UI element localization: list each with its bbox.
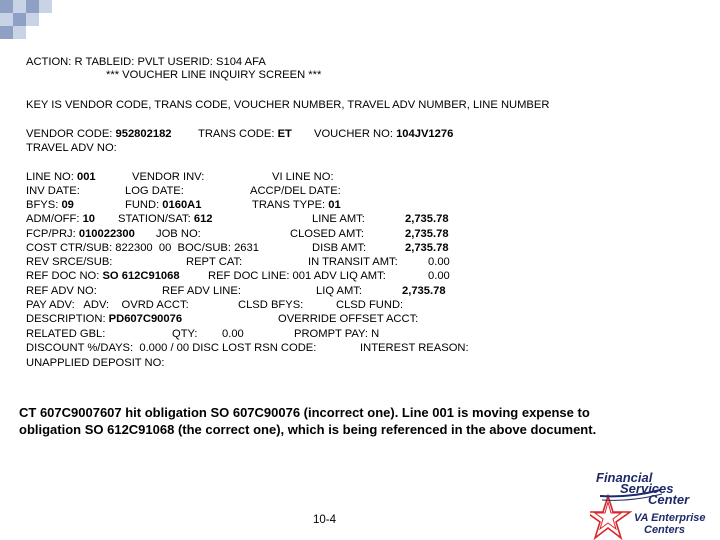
explanation-note: CT 607C9007607 hit obligation SO 607C90076 (incorrect one). Line 001 is moving expense to obligation SO 612C91068 (the correct one), which is being referenced in the above document. <box>19 405 597 437</box>
interest-label: INTEREST REASON: <box>360 342 469 354</box>
trans-code-value: ET <box>277 128 292 140</box>
line-no-field: LINE NO: 001 <box>26 171 96 183</box>
fsc-logo <box>590 468 720 540</box>
rev-srce-label: REV SRCE/SUB: <box>26 256 113 268</box>
in-transit-value: 0.00 <box>428 256 450 268</box>
adm-off-field: ADM/OFF: 10 <box>26 213 96 225</box>
vi-line-label: VI LINE NO: <box>272 171 334 183</box>
disb-amt-label: DISB AMT: <box>312 242 367 254</box>
qty-value: 0.00 <box>222 328 244 340</box>
unapplied-label: UNAPPLIED DEPOSIT NO: <box>26 357 165 369</box>
qty-label: QTY: <box>172 328 198 340</box>
pay-adv-label: PAY ADV: ADV: OVRD ACCT: <box>26 299 189 311</box>
liq-amt-value: 2,735.78 <box>402 285 446 297</box>
fund-field: FUND: 0160A1 <box>125 199 202 211</box>
vendor-inv-label: VENDOR INV: <box>132 171 205 183</box>
adv-liq-value: 0.00 <box>428 270 450 282</box>
logo-center: Center <box>648 492 690 507</box>
liq-amt-label: LIQ AMT: <box>316 285 363 297</box>
clsd-fund-label: CLSD FUND: <box>336 299 404 311</box>
vendor-code-value: 952802182 <box>115 128 172 140</box>
discount-label: DISCOUNT %/DAYS: 0.000 / 00 DISC LOST RSN CODE: <box>26 342 317 354</box>
prompt-pay-label: PROMPT PAY: N <box>294 328 380 340</box>
closed-amt-value: 2,735.78 <box>405 228 449 240</box>
related-gbl-label: RELATED GBL: <box>26 328 106 340</box>
line-amt-value: 2,735.78 <box>405 213 449 225</box>
accp-del-label: ACCP/DEL DATE: <box>250 185 341 197</box>
ref-adv-label: REF ADV NO: <box>26 285 97 297</box>
inv-date-label: INV DATE: <box>26 185 80 197</box>
logo-va-enterprise: VA Enterprise <box>634 512 706 524</box>
logo-financial: Financial <box>596 470 653 485</box>
cost-ctr-label: COST CTR/SUB: 822300 00 BOC/SUB: 2631 <box>26 242 259 254</box>
trans-type-field: TRANS TYPE: 01 <box>252 199 341 211</box>
trans-code-field: TRANS CODE: ET <box>198 128 292 140</box>
corner-decoration <box>0 0 60 45</box>
fcp-field: FCP/PRJ: 010022300 <box>26 228 135 240</box>
job-no-label: JOB NO: <box>156 228 201 240</box>
ref-doc-field: REF DOC NO: SO 612C91068 <box>26 270 180 282</box>
logo-centers: Centers <box>644 524 685 536</box>
clsd-bfys-label: CLSD BFYS: <box>238 299 304 311</box>
closed-amt-label: CLOSED AMT: <box>290 228 364 240</box>
in-transit-label: IN TRANSIT AMT: <box>308 256 398 268</box>
page-number: 10-4 <box>313 514 337 526</box>
station-field: STATION/SAT: 612 <box>118 213 213 225</box>
logo-services: Services <box>620 481 674 496</box>
action-line: ACTION: R TABLEID: PVLT USERID: S104 AFA <box>26 56 266 68</box>
line-amt-label: LINE AMT: <box>312 213 365 225</box>
vendor-code-field: VENDOR CODE: 952802182 <box>26 128 172 140</box>
ref-doc-line-label: REF DOC LINE: 001 ADV LIQ AMT: <box>208 270 386 282</box>
override-label: OVERRIDE OFFSET ACCT: <box>278 313 419 325</box>
travel-adv-label: TRAVEL ADV NO: <box>26 142 117 154</box>
disb-amt-value: 2,735.78 <box>405 242 449 254</box>
voucher-no-field: VOUCHER NO: 104JV1276 <box>314 128 454 140</box>
voucher-no-value: 104JV1276 <box>396 128 454 140</box>
bfys-field: BFYS: 09 <box>26 199 74 211</box>
screen-title: *** VOUCHER LINE INQUIRY SCREEN *** <box>106 69 322 81</box>
key-line: KEY IS VENDOR CODE, TRANS CODE, VOUCHER NUMBER, TRAVEL ADV NUMBER, LINE NUMBER <box>26 99 550 111</box>
rept-cat-label: REPT CAT: <box>186 256 243 268</box>
ref-adv-line-label: REF ADV LINE: <box>162 285 241 297</box>
description-field: DESCRIPTION: PD607C90076 <box>26 313 183 325</box>
log-date-label: LOG DATE: <box>125 185 184 197</box>
